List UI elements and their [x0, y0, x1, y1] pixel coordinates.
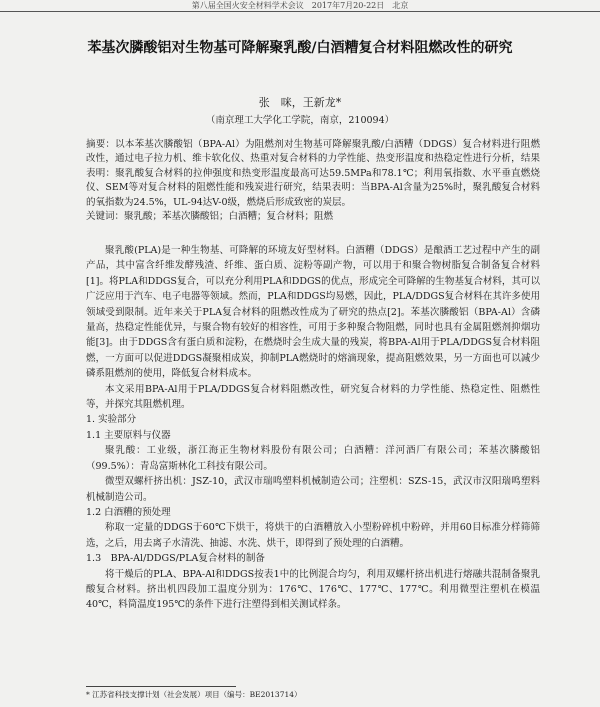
pretreatment-paragraph: 称取一定量的DDGS于60℃下烘干，将烘干的白酒糟放入小型粉碎机中粉碎，并用60目标准分样筛筛选，之后，用去离子水清洗、抽滤、水洗、烘干，即得到了预处理的白酒糟。	[86, 522, 540, 549]
preparation-paragraph: 将干燥后的PLA、BPA-Al和DDGS按表1中的比例混合均匀，利用双螺杆挤出机进行熔融共混制备聚乳酸复合材料。挤出机四段加工温度分别为：176℃、176℃、177℃、177℃。利用微型注塑机在模温40℃，料筒温度195℃的条件下进行注塑得到相关测试样条。	[86, 568, 540, 611]
abstract: 摘要：以本苯基次膦酸铝（BPA-Al）为阻燃剂对生物基可降解聚乳酸/白酒糟（DDGS）复合材料进行阻燃改性，通过电子拉力机、维卡软化仪、热重对复合材料的力学性能、热变形温度和热稳定性进行分析，结果表明：聚乳酸复合材料的拉伸强度和热变形温度最高可达59.5MPa和78.1℃；利用氧指数、水平垂直燃烧仪、SEM等对复合材料的阻燃性能和残炭进行研究，结果表明：当BPA-Al含量为25%时，聚乳酸复合材料的氧指数为24.5%，UL-94达V-0级，燃烧后形成致密的炭层。	[86, 139, 540, 208]
materials-paragraph: 聚乳酸：工业级，浙江海正生物材料股份有限公司；白酒糟：洋河酒厂有限公司；苯基次膦酸铝（99.5%）：青岛富斯林化工科技有限公司。	[86, 445, 540, 472]
running-header: 第八届全国火安全材料学术会议 2017年7月20-22日 北京	[0, 0, 600, 12]
subsection-heading-preparation: 1.3 BPA-Al/DDGS/PLA复合材料的制备	[86, 553, 265, 565]
keywords: 关键词：聚乳酸；苯基次膦酸铝；白酒糟；复合材料；阻燃	[86, 211, 334, 222]
intro-paragraph-2: 本文采用BPA-Al用于PLA/DDGS复合材料阻燃改性，研究复合材料的力学性能、热稳定性、阻燃性等，并探究其阻燃机理。	[86, 383, 540, 411]
footnote-divider	[86, 686, 236, 687]
paper-title: 苯基次膦酸铝对生物基可降解聚乳酸/白酒糟复合材料阻燃改性的研究	[87, 40, 513, 56]
author-line: 张 咪，王新龙*	[258, 96, 342, 109]
subsection-heading-materials: 1.1 主要原料与仪器	[86, 429, 171, 441]
body-text	[86, 243, 540, 613]
footnote: * 江苏省科技支撑计划（社会发展）项目（编号：BE2013714）	[86, 690, 302, 699]
section-heading-experimental: 1. 实验部分	[86, 414, 137, 426]
affiliation-line: （南京理工大学化工学院，南京，210094）	[205, 115, 395, 126]
subsection-heading-pretreatment: 1.2 白酒糟的预处理	[86, 506, 171, 518]
intro-paragraph-1: 聚乳酸(PLA)是一种生物基、可降解的环境友好型材料。白酒糟（DDGS）是酿酒工艺过程中产生的副产品，其中富含纤维发酵残渣、纤维、蛋白质、淀粉等副产物，可以用于和聚合物树脂复合制备复合材料[1]。将PLA和DDGS复合，可以充分利用PLA和DDGS的优点，形成完全可降解的生物基复合材料，其可以广泛应用于汽车、电子电器等领域。然而，PLA和DDGS均易燃，因此，PLA/DDGS复合材料在其许多使用领域受到限制。近年来关于PLA复合材料的阻燃改性成为了研究的热点[2]。苯基次膦酸铝（BPA-Al）含磷量高，热稳定性能优异，与聚合物有较好的相容性，可用于多种聚合物阻燃，同时也具有金属阻燃剂抑烟功能[3]。由于DDGS含有蛋白质和淀粉，在燃烧时会生成大量的残炭，将BPA-Al用于PLA/DDGS复合材料阻燃，一方面可以促进DDGS凝聚相成炭，抑制PLA燃烧时的熔滴现象，提高阻燃效果，另一方面也可以减少磷系阻燃剂的使用，降低复合材料成本。	[86, 245, 540, 380]
instruments-paragraph: 微型双螺杆挤出机：JSZ-10，武汉市瑞鸣塑料机械制造公司；注塑机：SZS-15，武汉市汉阳瑞鸣塑料机械制造公司。	[86, 476, 540, 503]
